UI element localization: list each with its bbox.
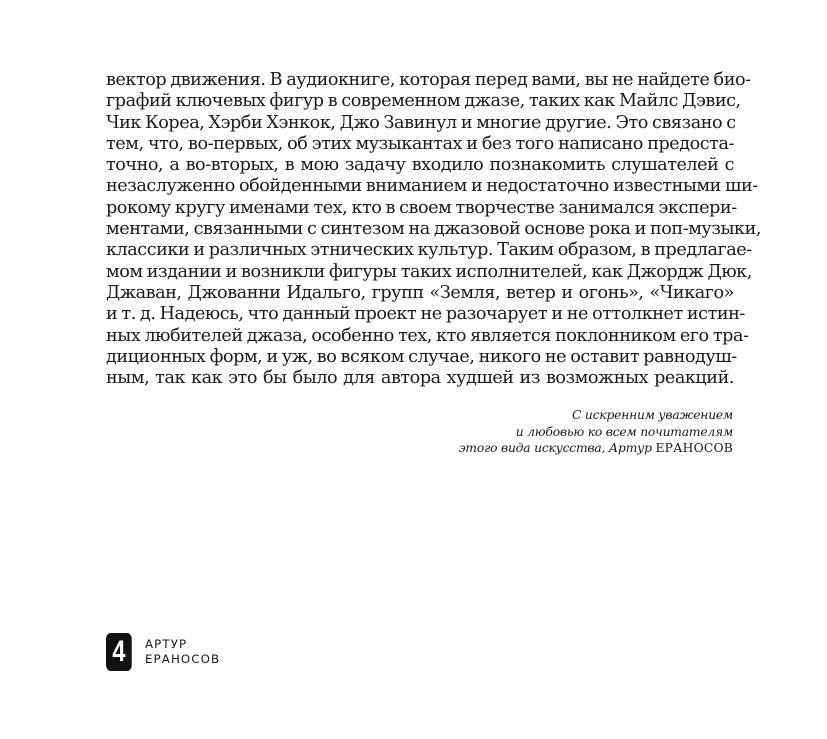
page-footer xyxy=(106,632,220,672)
body-line: тем, что, во-первых, об этих музыкантах и без того написано предоста- xyxy=(106,133,734,154)
body-line: ментами, связанными с синтезом на джазовой основе рока и поп-музыки, xyxy=(106,219,761,240)
running-author xyxy=(145,637,220,668)
body-line: точно, а во-вторых, в мою задачу входило познакомить слушателей с xyxy=(106,155,734,176)
signature-block xyxy=(333,407,733,457)
author-first-name: АРТУР xyxy=(145,636,188,651)
body-line: диционных форм, и уж, во всяком случае, никого не оставит равнодуш- xyxy=(106,346,737,367)
page-number-badge: 4 xyxy=(106,633,132,671)
body-line: рокому кругу именами тех, кто в своем творчестве занимался экспери- xyxy=(106,197,737,218)
body-line: вектор движения. В аудиокниге, которая перед вами, вы не найдете био- xyxy=(106,70,751,90)
signature-line xyxy=(333,440,733,457)
body-line: графий ключевых фигур в современном джазе, таких как Майлс Дэвис, xyxy=(106,91,741,112)
author-last-name: ЕРАНОСОВ xyxy=(145,652,221,666)
body-line: Чик Кореа, Хэрби Хэнкок, Джо Завинул и многие другие. Это связано с xyxy=(106,112,736,133)
body-line: Джаван, Джованни Идальго, групп «Земля, ветер и огонь», «Чикаго» xyxy=(106,282,734,303)
body-text xyxy=(106,70,761,389)
body-line: классики и различных этнических культур. Таким образом, в предлагае- xyxy=(106,240,752,261)
signature-line: С искренним уважением xyxy=(571,408,733,422)
signature-text: этого вида искусства, Артур xyxy=(458,441,656,455)
body-line: мом издании и возникли фигуры таких исполнителей, как Джордж Дюк, xyxy=(106,261,752,282)
body-line: ным, так как это бы было для автора худшей из возможных реакций. xyxy=(106,368,734,389)
body-line: ных любителей джаза, особенно тех, кто является поклонником его тра- xyxy=(106,325,749,346)
signature-line: и любовью ко всем почитателям xyxy=(515,424,733,439)
signature-author-surname: ЕРАНОСОВ xyxy=(655,441,733,455)
body-line: незаслуженно обойденными вниманием и недостаточно известными ши- xyxy=(106,176,758,197)
body-line: и т. д. Надеюсь, что данный проект не разочарует и не оттолкнет истин- xyxy=(106,304,745,325)
